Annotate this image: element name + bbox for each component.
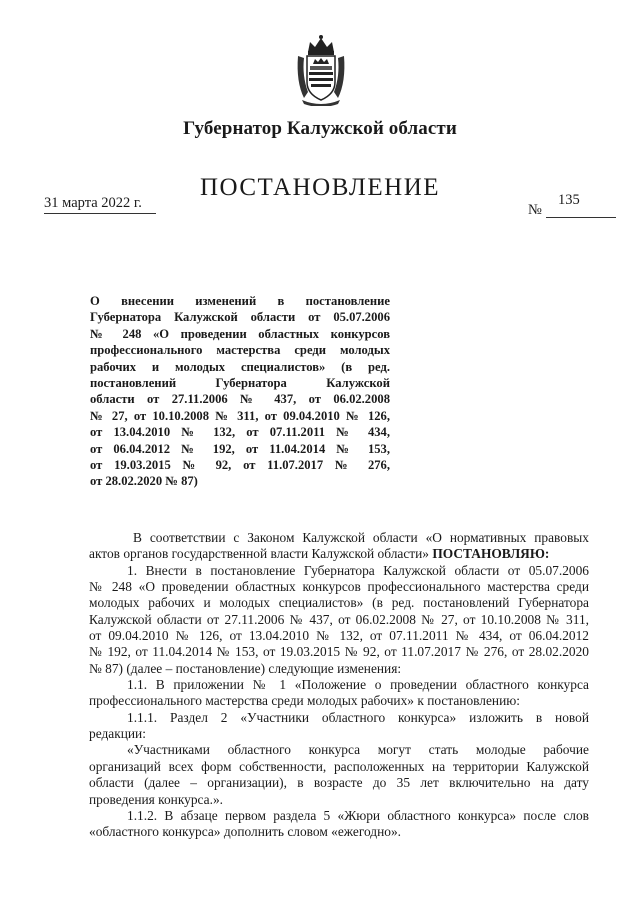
subject-line: от 06.04.2012 № 192, от 11.04.2014 № 153, [90, 441, 390, 456]
preamble-line [89, 546, 589, 562]
document-number-block [528, 192, 618, 216]
subject-line: области от 27.11.2006 № 437, от 06.02.2008 [90, 392, 390, 407]
subject-line: О внесении изменений в постановление [90, 294, 390, 308]
document-type-title: ПОСТАНОВЛЕНИЕ [199, 174, 441, 201]
quoted-text-line: проведения конкурса.». [89, 791, 223, 807]
subject-line: рабочих и молодых специалистов» (в ред. [90, 359, 390, 374]
subject-line: от 19.03.2015 № 92, от 11.07.2017 № 276, [90, 458, 390, 473]
number-sign: № [528, 202, 542, 218]
subject-line: от 28.02.2020 № 87) [90, 474, 198, 489]
subject-line: постановлений Губернатора Калужской [90, 376, 390, 391]
issuing-authority: Губернатор Калужской области [183, 118, 457, 139]
subject-line: № 248 «О проведении областных конкурсов [90, 326, 390, 341]
document-date: 31 марта 2022 г. [44, 195, 156, 214]
clause-1-line: от 09.04.2010 № 126, от 13.04.2010 № 132, от 07.11.2011 № 434, от 06.04.2012 [89, 628, 589, 644]
clause-1-1-1-line: 1.1.1. Раздел 2 «Участники областного конкурса» изложить в новой [127, 709, 589, 725]
clause-1-1-line: профессионального мастерства среди молодых рабочих» к постановлению: [89, 693, 520, 709]
clause-1-1-2-line: 1.1.2. В абзаце первом раздела 5 «Жюри областного конкурса» после слов [127, 807, 589, 823]
clause-1-line: № 248 «О проведении областных конкурсов профессионального мастерства среди [89, 579, 589, 595]
quoted-text-line: «Участниками областного конкурса могут стать молодые рабочие [127, 742, 589, 758]
number-underline [546, 217, 616, 218]
subject-line: профессионального мастерства среди молодых [90, 343, 390, 358]
subject-line: № 27, от 10.10.2008 № 311, от 09.04.2010 № 126, [90, 408, 390, 423]
resolve-keyword: ПОСТАНОВЛЯЮ: [429, 546, 550, 562]
clause-1-line: молодых рабочих и молодых специалистов» (в ред. постановлений Губернатора [89, 595, 589, 611]
document-number: 135 [558, 192, 580, 208]
clause-1-line: № 87) (далее – постановление) следующие изменения: [89, 660, 402, 676]
preamble-line: В соответствии с Законом Калужской области «О нормативных правовых [133, 530, 589, 545]
preamble-text: актов органов государственной власти Калужской области» [89, 546, 429, 562]
clause-1-1-2-line: «областного конкурса» дополнить словом «ежегодно». [89, 824, 402, 840]
clause-1-line: № 192, от 11.04.2014 № 153, от 19.03.2015 № 92, от 11.07.2017 № 276, от 28.02.2020 [89, 644, 589, 660]
document-body [89, 530, 589, 841]
subject-line: от 13.04.2010 № 132, от 07.11.2011 № 434, [90, 425, 390, 440]
document-subject [90, 293, 390, 490]
clause-1-line: Калужской области от 27.11.2006 № 437, от 06.02.2008 № 27, от 10.10.2008 № 311, [89, 611, 589, 627]
clause-1-line: 1. Внести в постановление Губернатора Калужской области от 05.07.2006 [127, 562, 589, 578]
quoted-text-line: организаций всех форм собственности, расположенных на территории Калужской [89, 758, 589, 774]
subject-line: Губернатора Калужской области от 05.07.2006 [90, 310, 390, 325]
clause-1-1-line: 1.1. В приложении № 1 «Положение о проведении областного конкурса [127, 677, 589, 693]
clause-1-1-1-line: редакции: [89, 726, 146, 742]
coat-of-arms-icon [294, 32, 348, 106]
quoted-text-line: области (далее – организации), в возрасте до 35 лет включительно на дату [89, 775, 589, 791]
